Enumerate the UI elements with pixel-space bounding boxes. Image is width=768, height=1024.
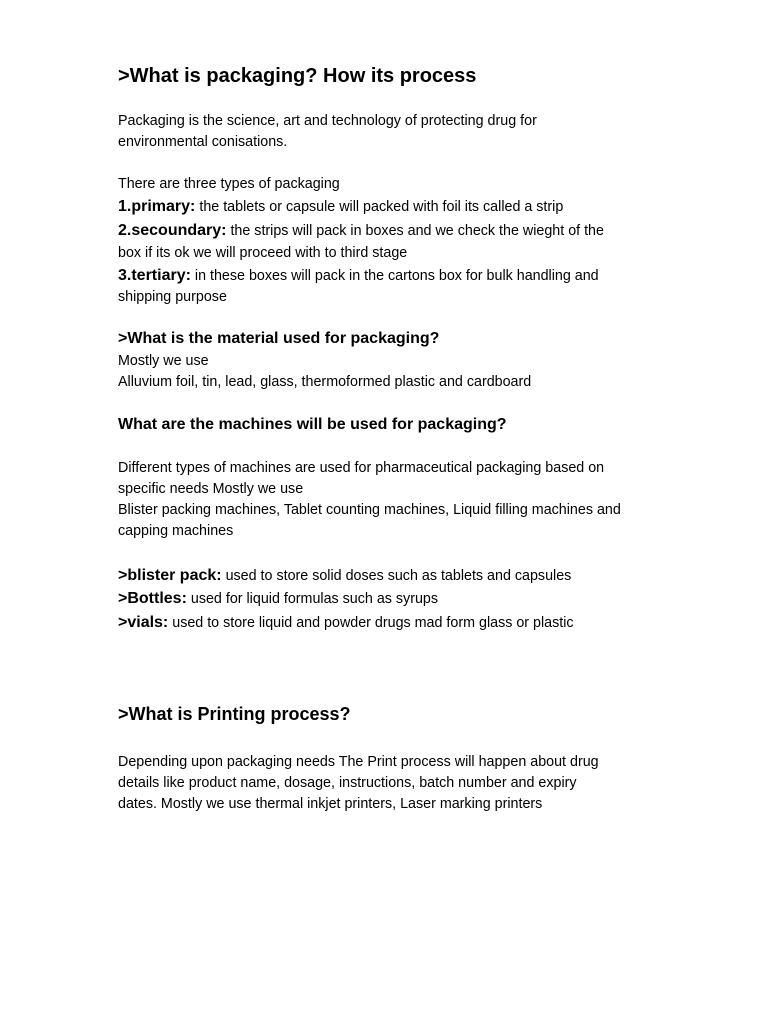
item-desc: used to store solid doses such as tablets and capsules — [221, 568, 572, 584]
type-term: 3.tertiary: — [118, 267, 191, 284]
item-vials — [118, 611, 574, 635]
text-line: Packaging is the science, art and technology of protecting drug for — [118, 113, 537, 129]
heading-what-is-packaging: >What is packaging? How its process — [118, 65, 477, 87]
text-line: Blister packing machines, Tablet counting machines, Liquid filling machines and — [118, 502, 621, 518]
type-secondary-cont: box if its ok we will proceed with to third stage — [118, 245, 408, 261]
text-line: Different types of machines are used for pharmaceutical packaging based on — [118, 460, 605, 476]
types-intro: There are three types of packaging — [118, 176, 340, 192]
text-line: dates. Mostly we use thermal inkjet printers, Laser marking printers — [118, 796, 543, 812]
heading-machines: What are the machines will be used for packaging? — [118, 416, 507, 433]
type-secondary — [118, 219, 604, 243]
heading-printing: >What is Printing process? — [118, 704, 351, 724]
text-line: Mostly we use — [118, 353, 209, 369]
text-line: specific needs Mostly we use — [118, 481, 304, 497]
heading-material: >What is the material used for packaging? — [118, 330, 440, 347]
text-line: details like product name, dosage, instructions, batch number and expiry — [118, 775, 577, 791]
type-term: 2.secoundary: — [118, 222, 227, 239]
machines-paragraph — [118, 458, 678, 542]
text-line: Depending upon packaging needs The Print process will happen about drug — [118, 754, 599, 770]
text-line: capping machines — [118, 523, 234, 539]
material-paragraph — [118, 351, 678, 393]
intro-paragraph — [118, 111, 678, 153]
type-tertiary — [118, 264, 599, 288]
type-desc: in these boxes will pack in the cartons box for bulk handling and — [190, 268, 599, 284]
text-line: environmental conisations. — [118, 134, 288, 150]
item-desc: used for liquid formulas such as syrups — [186, 591, 439, 607]
text-line: Alluvium foil, tin, lead, glass, thermoformed plastic and cardboard — [118, 374, 532, 390]
item-term: >blister pack: — [118, 567, 222, 584]
item-desc: used to store liquid and powder drugs mad form glass or plastic — [168, 615, 574, 631]
printing-paragraph — [118, 752, 678, 815]
type-primary — [118, 195, 563, 219]
type-desc: the strips will pack in boxes and we check the wieght of the — [226, 223, 604, 239]
item-term: >Bottles: — [118, 590, 187, 607]
item-term: >vials: — [118, 614, 169, 631]
item-blister-pack — [118, 564, 571, 588]
type-desc: the tablets or capsule will packed with foil its called a strip — [195, 199, 564, 215]
item-bottles — [118, 587, 438, 611]
type-term: 1.primary: — [118, 198, 196, 215]
type-tertiary-cont: shipping purpose — [118, 289, 227, 305]
